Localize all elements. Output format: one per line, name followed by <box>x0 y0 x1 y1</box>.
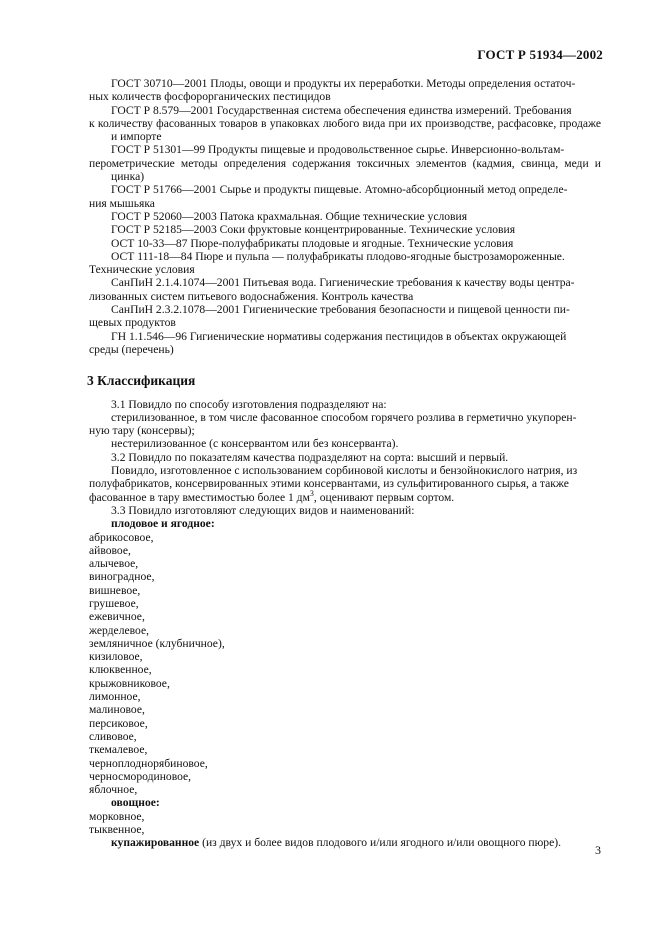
reference-continuation: щевых продуктов <box>89 316 176 330</box>
fruit-list <box>89 531 601 797</box>
reference-first-line: ГН 1.1.546—96 Гигиенические нормативы содержания пестицидов в объектах окружающей <box>111 329 567 343</box>
list-item: черносмородиновое, <box>89 769 192 783</box>
list-item: абрикосовое, <box>89 530 154 544</box>
reference-first-line: ГОСТ Р 52185—2003 Соки фруктовые концентрированные. Технические условия <box>111 223 516 237</box>
reference-first-line: ОСТ 111-18—84 Пюре и пульпа — полуфабрикаты плодово-ягодные быстрозамороженные. <box>111 249 565 263</box>
page-number: 3 <box>595 843 601 857</box>
list-item: лимонное, <box>89 690 141 704</box>
clause-3-2-para-line3b: , оценивают первым сортом. <box>313 490 455 504</box>
reference-continuation: ния мышьяка <box>89 196 155 210</box>
list-item: алычевое, <box>89 557 139 571</box>
reference-first-line: СанПиН 2.1.4.1074—2001 Питьевая вода. Гигиенические требования к качеству воды центра- <box>111 276 575 290</box>
list-item: земляничное (клубничное), <box>89 636 225 650</box>
clause-3-1-item-1 <box>89 411 601 438</box>
reference-continuation: Технические условия <box>89 263 195 277</box>
reference-continuation: среды (перечень) <box>89 342 174 356</box>
mixed-item <box>89 836 601 849</box>
list-item: персиковое, <box>89 716 148 730</box>
reference-item <box>89 223 601 236</box>
reference-item <box>89 183 601 210</box>
reference-item <box>89 276 601 303</box>
reference-item <box>89 104 601 144</box>
clause-3-3-text: 3.3 Повидло изготовляют следующих видов и наименований: <box>111 503 415 517</box>
clause-3-1-item-2 <box>89 437 601 450</box>
clause-3-2-para <box>89 464 601 504</box>
document-id-header: ГОСТ Р 51934—2002 <box>477 47 603 62</box>
list-item: крыжовниковое, <box>89 676 170 690</box>
clause-3-1 <box>89 398 601 411</box>
list-item: айвовое, <box>89 543 131 557</box>
reference-continuation: лизованных систем питьевого водоснабжения. Контроль качества <box>89 289 414 303</box>
reference-first-line: ГОСТ 30710—2001 Плоды, овощи и продукты их переработки. Методы определения остаточ- <box>111 77 576 90</box>
list-item: сливовое, <box>89 729 137 743</box>
list-item: ежевичное, <box>89 610 145 624</box>
mixed-item-rest: (из двух и более видов плодового и/или ягодного и/или овощного пюре). <box>199 836 561 850</box>
list-item: грушевое, <box>89 596 139 610</box>
mixed-item-bold: купажированное <box>111 836 200 850</box>
clause-3-3 <box>89 504 601 517</box>
list-item: морковное, <box>89 809 145 823</box>
reference-item <box>89 250 601 277</box>
clause-3-1-item-2-text: нестерилизованное (с консервантом или без консерванта). <box>111 437 399 451</box>
list-item: малиновое, <box>89 703 145 717</box>
section-title: 3 Классификация <box>87 373 196 389</box>
reference-first-line: ГОСТ Р 51301—99 Продукты пищевые и продовольственное сырье. Инверсионно-вольтам- <box>111 143 565 157</box>
reference-continuation: перометрические методы определения содержания токсичных элементов (кадмия, свинца, меди и цинка) <box>89 156 601 184</box>
document-body <box>89 77 601 850</box>
list-item: вишневое, <box>89 583 141 597</box>
clause-3-2-para-line3a: фасованное в тару вместимостью более 1 дм <box>89 490 310 504</box>
reference-item <box>89 143 601 183</box>
reference-continuation: ных количеств фосфорорганических пестицидов <box>89 90 331 104</box>
reference-first-line: ГОСТ Р 52060—2003 Патока крахмальная. Общие технические условия <box>111 209 468 223</box>
clause-3-2-para-line2: полуфабрикатов, консервированных этими консервантами, из сульфитированного сырья, а также <box>89 477 569 491</box>
normative-references <box>89 77 601 356</box>
clause-3-2-para-line1: Повидло, изготовленное с использованием сорбиновой кислоты и бензойнокислого натрия, из <box>111 464 578 478</box>
reference-item <box>89 303 601 330</box>
list-item: яблочное, <box>89 783 138 797</box>
reference-item <box>89 330 601 357</box>
clause-3-1-text: 3.1 Повидло по способу изготовления подразделяют на: <box>111 397 387 411</box>
reference-first-line: СанПиН 2.3.2.1078—2001 Гигиенические требования безопасности и пищевой ценности пи- <box>111 303 570 317</box>
clause-3-2-superscript: 3 <box>309 488 314 498</box>
list-item: ткемалевое, <box>89 743 148 757</box>
reference-first-line: ОСТ 10-33—87 Пюре-полуфабрикаты плодовые и ягодные. Технические условия <box>111 236 514 250</box>
list-item: клюквенное, <box>89 663 152 677</box>
list-item: черноплоднорябиновое, <box>89 756 208 770</box>
clause-3-1-item-1-line2: ную тару (консервы); <box>89 424 195 438</box>
list-item: кизиловое, <box>89 650 143 664</box>
reference-first-line: ГОСТ Р 51766—2001 Сырье и продукты пищевые. Атомно-абсорбционный метод определе- <box>111 183 568 197</box>
vegetable-heading: овощное: <box>111 796 160 810</box>
reference-continuation: к количеству фасованных товаров в упаковках любого вида при их производстве, расфасовке, продаже и импорте <box>89 116 601 144</box>
reference-item <box>89 210 601 223</box>
reference-item <box>89 237 601 250</box>
reference-item <box>89 77 601 104</box>
vegetable-list <box>89 810 601 837</box>
reference-first-line: ГОСТ Р 8.579—2001 Государственная система обеспечения единства измерений. Требования <box>111 103 572 117</box>
fruit-heading: плодовое и ягодное: <box>111 517 215 531</box>
clause-3-2 <box>89 451 601 464</box>
list-item: тыквенное, <box>89 823 145 837</box>
list-item: жерделевое, <box>89 623 150 637</box>
list-item: виноградное, <box>89 570 155 584</box>
clause-3-1-item-1-line1: стерилизованное, в том числе фасованное способом горячего розлива в герметично укупорен- <box>111 410 577 424</box>
clause-3-2-text: 3.2 Повидло по показателям качества подразделяют на сорта: высший и первый. <box>111 450 509 464</box>
